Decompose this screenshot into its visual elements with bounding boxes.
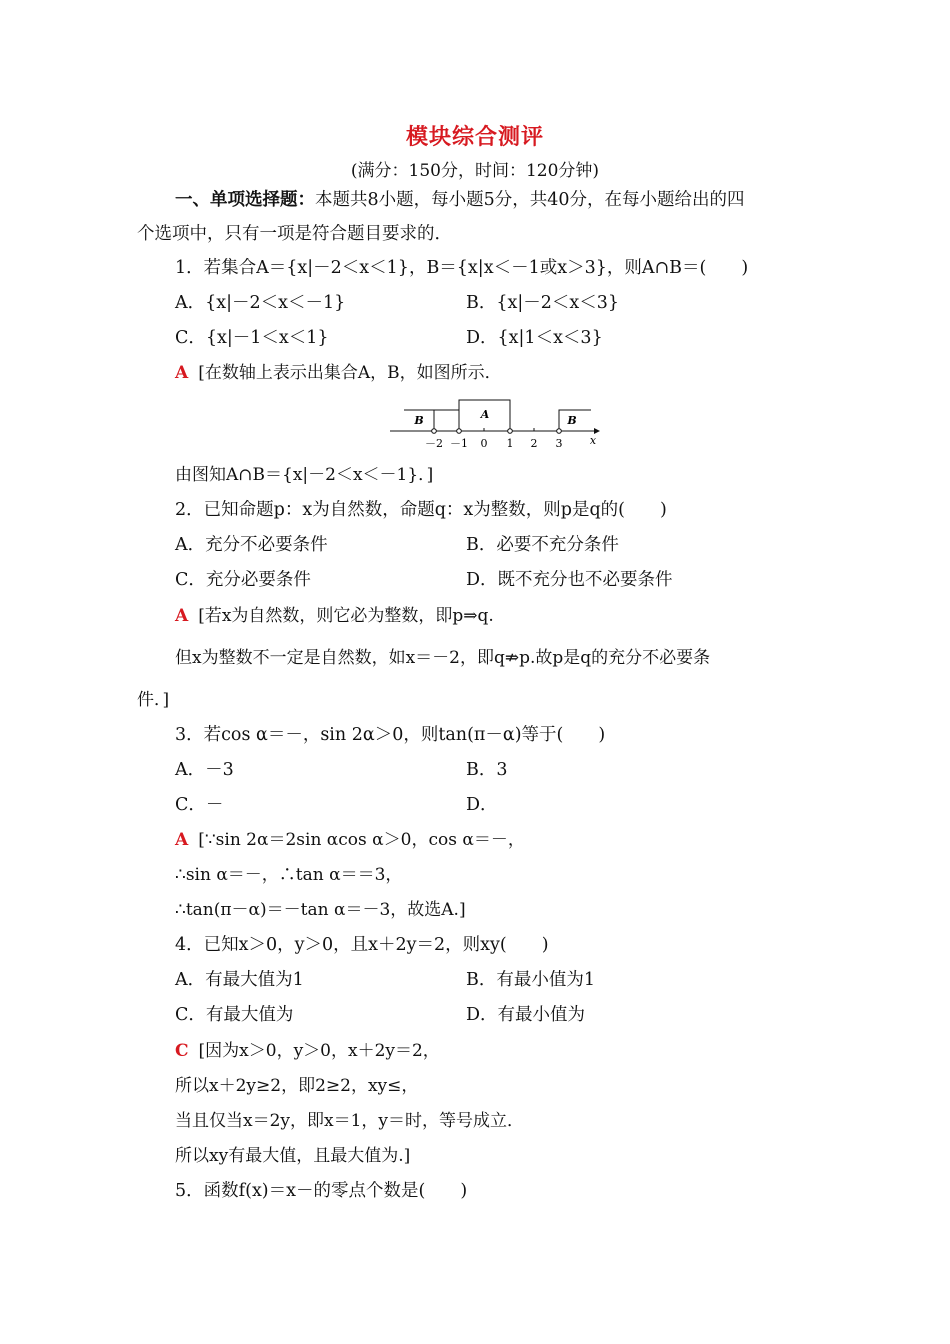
q3-solution-text-1: [∵sin 2α＝2sin αcos α＞0，cos α＝－， (198, 830, 525, 850)
q5-stem: 5．函数f(x)＝x－的零点个数是( ) (175, 1181, 468, 1201)
tick-label-1: 1 (506, 437, 514, 450)
q3-solution-line-3: ∴tan(π－α)＝－tan α＝－3，故选A.] (175, 900, 466, 920)
set-label-a: A (480, 408, 490, 421)
q2-solution-line-2: 但x为整数不一定是自然数，如x＝－2，即q⇏p.故p是q的充分不必要条 (175, 648, 711, 668)
tick-label-2: 2 (530, 437, 538, 450)
q1-option-c: C．{x|－1＜x＜1} (175, 328, 329, 348)
q4-answer: C (175, 1041, 189, 1061)
set-label-b-right: B (567, 414, 577, 427)
set-a-region (434, 400, 510, 431)
number-line-figure (388, 398, 603, 450)
q4-solution-line-3: 当且仅当x＝2y，即x＝1，y＝时，等号成立． (175, 1111, 525, 1131)
q4-option-b: B．有最小值为1 (466, 970, 595, 990)
q4-solution-line-1 (175, 1039, 440, 1063)
page-subtitle: (满分：150分，时间：120分钟) (350, 161, 600, 181)
q1-solution-text-1: [在数轴上表示出集合A，B，如图所示． (198, 363, 502, 383)
open-point-1 (508, 429, 513, 434)
tick-label-0: 0 (480, 437, 488, 450)
q3-option-c: C．－ (175, 795, 224, 815)
q1-stem: 1．若集合A＝{x|－2＜x＜1}，B＝{x|x＜－1或x＞3}，则A∩B＝( ) (175, 258, 749, 278)
q2-option-a: A．充分不必要条件 (175, 535, 328, 555)
q4-option-d: D．有最小值为 (466, 1005, 586, 1025)
q4-solution-line-2: 所以x＋2y≥2，即2≥2，xy≤， (175, 1076, 419, 1096)
q1-answer: A (175, 363, 189, 383)
q3-stem: 3．若cos α＝－，sin 2α＞0，则tan(π－α)等于( ) (175, 725, 606, 745)
tick-label-3: 3 (555, 437, 563, 450)
q2-solution-line-3: 件．] (137, 690, 170, 710)
q4-solution-text-1: [因为x＞0，y＞0，x＋2y＝2， (198, 1041, 440, 1061)
q2-stem: 2．已知命题p：x为自然数，命题q：x为整数，则p是q的( ) (175, 500, 667, 520)
q2-solution-line-1 (175, 604, 494, 628)
q3-option-a: A．－3 (175, 760, 234, 780)
section-text-2: 个选项中，只有一项是符合题目要求的． (137, 224, 452, 244)
axis-label-x: x (589, 434, 597, 447)
set-label-b-left: B (414, 414, 424, 427)
q1-solution-line-1 (175, 361, 502, 385)
section-heading: 一、单项选择题： (175, 190, 315, 210)
open-point-neg2 (432, 429, 437, 434)
tick-label-neg2: －2 (425, 437, 443, 450)
open-point-3 (557, 429, 562, 434)
q3-solution-line-1 (175, 828, 525, 852)
q1-option-b: B．{x|－2＜x＜3} (466, 293, 620, 313)
q2-solution-text-1: [若x为自然数，则它必为整数，即p⇒q. (198, 606, 494, 626)
q2-option-d: D．既不充分也不必要条件 (466, 570, 673, 590)
q1-option-d: D．{x|1＜x＜3} (466, 328, 603, 348)
q4-stem: 4．已知x＞0，y＞0，且x＋2y＝2，则xy( ) (175, 935, 549, 955)
q4-solution-line-4: 所以xy有最大值，且最大值为.] (175, 1146, 411, 1166)
q2-option-b: B．必要不充分条件 (466, 535, 619, 555)
q2-option-c: C．充分必要条件 (175, 570, 311, 590)
page-title: 模块综合测评 (405, 124, 544, 150)
q1-option-a: A．{x|－2＜x＜－1} (175, 293, 346, 313)
section-heading-line (175, 188, 745, 212)
q3-option-b: B．3 (466, 760, 508, 780)
q3-option-d: D． (466, 795, 498, 815)
section-text-1: 本题共8小题，每小题5分，共40分，在每小题给出的四 (315, 190, 745, 210)
q4-option-c: C．有最大值为 (175, 1005, 294, 1025)
tick-label-neg1: －1 (450, 437, 468, 450)
q3-solution-line-2: ∴sin α＝－，∴tan α＝＝3， (175, 865, 403, 885)
open-point-neg1 (457, 429, 462, 434)
q4-option-a: A．有最大值为1 (175, 970, 304, 990)
q2-answer: A (175, 606, 189, 626)
q3-answer: A (175, 830, 189, 850)
q1-solution-line-2: 由图知A∩B＝{x|－2＜x＜－1}．] (175, 465, 434, 485)
